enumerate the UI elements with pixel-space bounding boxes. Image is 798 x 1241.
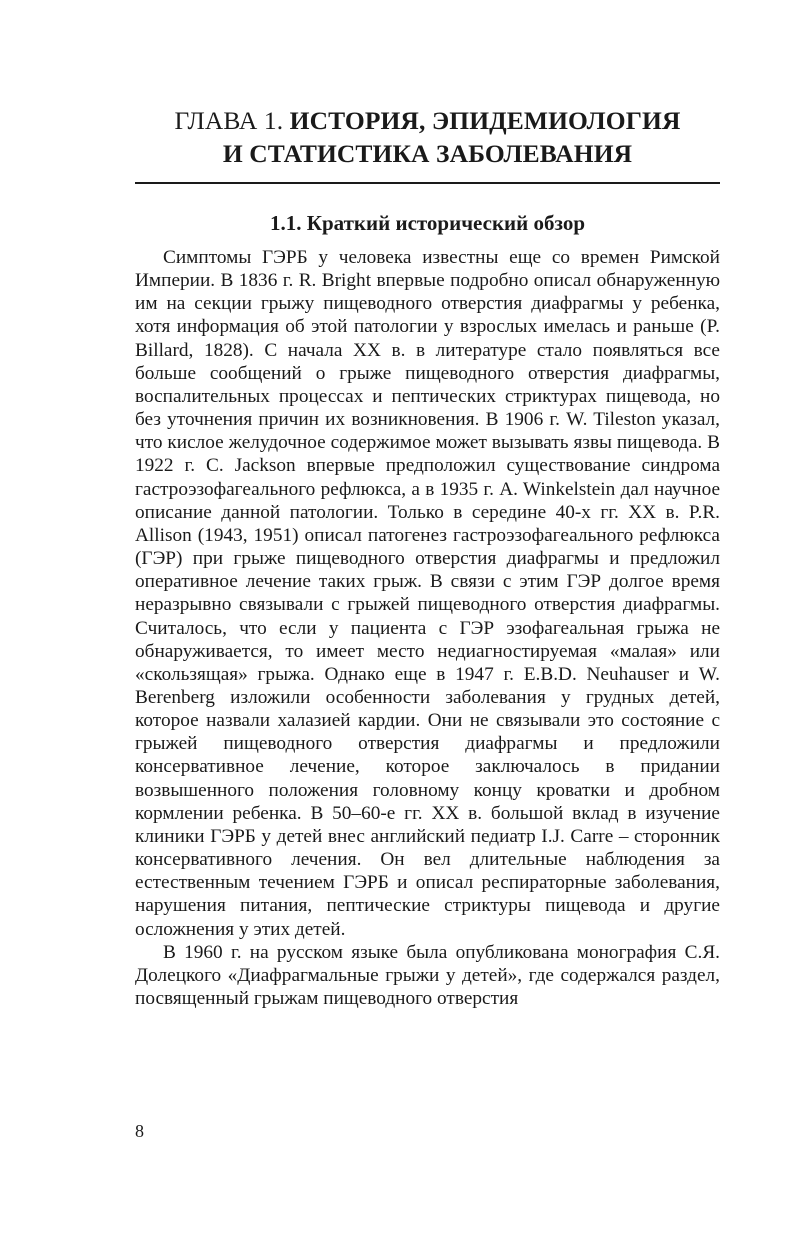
- chapter-title-line1: ИСТОРИЯ, ЭПИДЕМИОЛОГИЯ: [289, 106, 681, 135]
- chapter-title: [135, 104, 720, 170]
- paragraph-2: В 1960 г. на русском языке была опубликована монография С.Я. Долецкого «Диафрагмальные грыжи у детей», где содержался раздел, посвященный грыжам пищеводного отверстия: [135, 941, 720, 1009]
- section-title: 1.1. Краткий исторический обзор: [270, 211, 585, 235]
- page-number: 8: [135, 1121, 144, 1141]
- chapter-divider: [135, 182, 720, 184]
- paragraph-1: Симптомы ГЭРБ у человека известны еще со времен Римской Империи. В 1836 г. R. Bright впервые подробно описал обнаруженную им на секции грыжу пищеводного отверстия диафрагмы у ребенка, хотя информация об этой патологии у взрослых имелась и раньше (P. Billard, 1828). С начала XX в. в литературе стало появляться все больше сообщений о грыже пищеводного отверстия диафрагмы, воспалительных процессах и пептических стриктурах пищевода, но без уточнения причин их возникновения. В 1906 г. W. Tileston указал, что кислое желудочное содержимое может вызывать язвы пищевода. В 1922 г. C. Jackson впервые предположил существование синдрома гастроэзофагеального рефлюкса, а в 1935 г. A. Winkelstein дал научное описание данной патологии. Только в середине 40-х гг. XX в. P.R. Allison (1943, 1951) описал патогенез гастроэзофагеального рефлюкса (ГЭР) при грыже пищеводного отверстия диафрагмы и предложил оперативное лечение таких грыж. В связи с этим ГЭР долгое время неразрывно связывали с грыжей пищеводного отверстия диафрагмы. Считалось, что если у пациента с ГЭР эзофагеальная грыжа не обнаруживается, то имеет место недиагностируемая «малая» или «скользящая» грыжа. Однако еще в 1947 г. E.B.D. Neuhauser и W. Berenberg изложили особенности заболевания у грудных детей, которое назвали халазией кардии. Они не связывали это состояние с грыжей пищеводного отверстия диафрагмы и предложили консервативное лечение, которое заключалось в придании возвышенного положения головному концу кроватки и дробном кормлении ребенка. В 50–60-е гг. XX в. большой вклад в изучение клиники ГЭРБ у детей внес английский педиатр I.J. Carre – сторонник консервативного лечения. Он вел длительные наблюдения за естественным течением ГЭРБ и описал респираторные заболевания, нарушения питания, пептические стриктуры пищевода и другие осложнения у этих детей.: [135, 247, 720, 940]
- chapter-title-line2: И СТАТИСТИКА ЗАБОЛЕВАНИЯ: [222, 139, 633, 168]
- chapter-prefix: ГЛАВА 1.: [174, 106, 284, 135]
- book-page: [135, 104, 720, 1010]
- body-text: [135, 246, 720, 1010]
